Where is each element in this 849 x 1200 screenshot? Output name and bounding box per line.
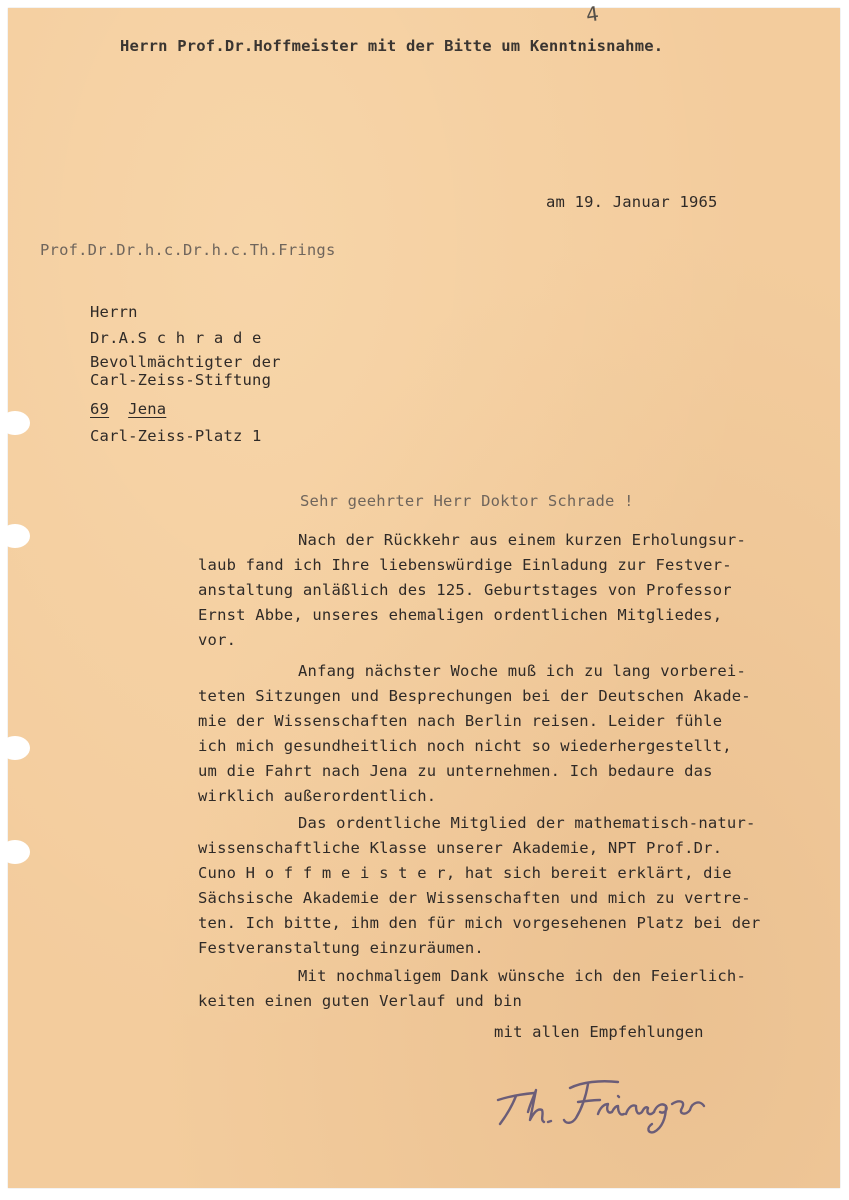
recipient-city-line (90, 399, 166, 419)
body-line: ich mich gesundheitlich noch nicht so wiederhergestellt, (198, 737, 732, 755)
letter-sheet (8, 1, 840, 1188)
recipient-title-2: Carl-Zeiss-Stiftung (90, 371, 272, 389)
closing: mit allen Empfehlungen (494, 1023, 704, 1041)
body-line: um die Fahrt nach Jena zu unternehmen. Ich bedaure das (198, 762, 713, 780)
body-line: Sächsische Akademie der Wissenschaften und mich zu vertre- (198, 889, 751, 907)
signature-text (490, 1066, 491, 1067)
date-line: am 19. Januar 1965 (546, 193, 718, 211)
greeting: Sehr geehrter Herr Doktor Schrade ! (300, 492, 634, 510)
body-line: Mit nochmaligem Dank wünsche ich den Feierlich- (298, 967, 746, 985)
recipient-street: Carl-Zeiss-Platz 1 (90, 427, 262, 445)
recipient-name: Dr.A.S c h r a d e (90, 329, 262, 347)
punch-hole (0, 736, 30, 760)
recipient-title-1: Bevollmächtigter der (90, 353, 281, 371)
body-line: Festveranstaltung einzuräumen. (198, 939, 484, 957)
body-line: Nach der Rückkehr aus einem kurzen Erholungsur- (298, 531, 746, 549)
body-line: Das ordentliche Mitglied der mathematisch-natur- (298, 814, 756, 832)
recipient-city: Jena (128, 400, 167, 418)
body-line: Anfang nächster Woche muß ich zu lang vorberei- (298, 662, 746, 680)
recipient-salutation: Herrn (90, 303, 138, 321)
body-line: vor. (198, 631, 237, 649)
punch-hole (0, 411, 30, 435)
sender-line: Prof.Dr.Dr.h.c.Dr.h.c.Th.Frings (40, 241, 336, 259)
punch-hole (0, 524, 30, 548)
recipient-postcode: 69 (90, 400, 110, 418)
punch-hole (0, 840, 30, 864)
header-note: Herrn Prof.Dr.Hoffmeister mit der Bitte um Kenntnisnahme. (120, 37, 664, 55)
body-line: ten. Ich bitte, ihm den für mich vorgesehenen Platz bei der (198, 914, 761, 932)
body-line: teten Sitzungen und Besprechungen bei der Deutschen Akade- (198, 687, 751, 705)
body-line: anstaltung anläßlich des 125. Geburtstages von Professor (198, 581, 732, 599)
handwritten-signature (490, 1066, 710, 1136)
body-line: wirklich außerordentlich. (198, 787, 437, 805)
page-number: 4 (584, 1, 601, 27)
body-line: Ernst Abbe, unseres ehemaligen ordentlichen Mitgliedes, (198, 606, 723, 624)
body-line: wissenschaftliche Klasse unserer Akademie, NPT Prof.Dr. (198, 839, 723, 857)
body-line: laub fand ich Ihre liebenswürdige Einladung zur Festver- (198, 556, 732, 574)
body-line: mie der Wissenschaften nach Berlin reisen. Leider fühle (198, 712, 723, 730)
signature-drawing (490, 1066, 710, 1136)
body-line: keiten einen guten Verlauf und bin (198, 992, 523, 1010)
body-line: Cuno H o f f m e i s t e r, hat sich bereit erklärt, die (198, 864, 732, 882)
